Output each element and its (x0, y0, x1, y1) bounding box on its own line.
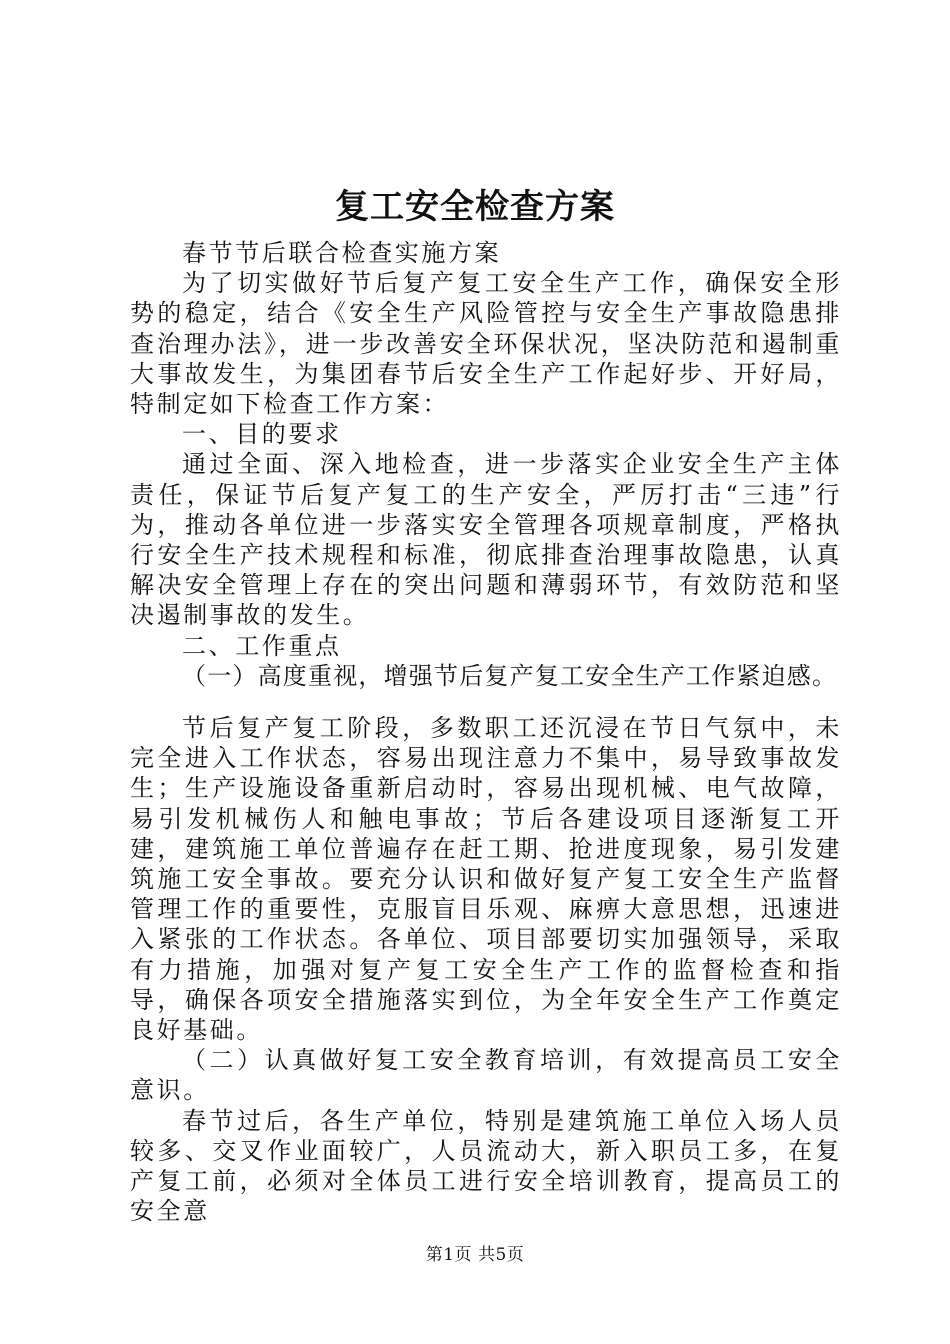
subtitle-paragraph: 春节节后联合检查实施方案 (182, 239, 502, 267)
intro-paragraph: 为了切实做好节后复产复工安全生产工作，确保安全形势的稳定，结合《安全生产风险管控与安全生产事故隐患排查治理办法》，进一步改善安全环保状况，坚决防范和遏制重大事故发生，为集团春节后安全生产工作起好步、开好局，特制定如下检查工作方案： (130, 269, 842, 419)
section-heading-purpose: 一、目的要求 (182, 420, 342, 449)
section-heading-focus: 二、工作重点 (182, 631, 342, 660)
document-title: 复工安全检查方案 (335, 187, 615, 227)
document-body (130, 238, 842, 1227)
paragraph-gap (130, 691, 842, 713)
focus-paragraph-two: 春节过后，各生产单位，特别是建筑施工单位入场人员较多、交叉作业面较广，人员流动大，新入职员工多，在复产复工前，必须对全体员工进行安全培训教育，提高员工的安全意 (130, 1106, 842, 1226)
subheading-one: （一）高度重视，增强节后复产复工安全生产工作紧迫感。 (182, 661, 838, 690)
page-number-footer: 第1页 共5页 (425, 1245, 525, 1265)
focus-paragraph-one: 节后复产复工阶段，多数职工还沉浸在节日气氛中，未完全进入工作状态，容易出现注意力不集中，易导致事故发生；生产设施设备重新启动时，容易出现机械、电气故障，易引发机械伤人和触电事故；节后各建设项目逐渐复工开建，建筑施工单位普遍存在赶工期、抢进度现象，易引发建筑施工安全事故。要充分认识和做好复产复工安全生产监督管理工作的重要性，克服盲目乐观、麻痹大意思想，迅速进入紧张的工作状态。各单位、项目部要切实加强领导，采取有力措施，加强对复产复工安全生产工作的监督检查和指导，确保各项安全措施落实到位，为全年安全生产工作奠定良好基础。 (130, 714, 842, 1045)
subheading-two: （二）认真做好复工安全教育培训，有效提高员工安全意识。 (130, 1046, 842, 1105)
purpose-paragraph: 通过全面、深入地检查，进一步落实企业安全生产主体责任，保证节后复产复工的生产安全，严厉打击“三违”行为，推动各单位进一步落实安全管理各项规章制度，严格执行安全生产技术规程和标准，彻底排查治理事故隐患，认真解决安全管理上存在的突出问题和薄弱环节，有效防范和坚决遏制事故的发生。 (130, 450, 842, 630)
